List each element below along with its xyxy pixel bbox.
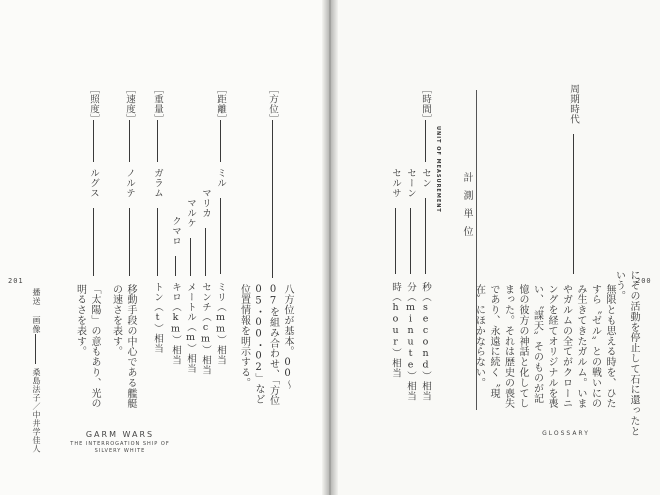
book-gutter — [322, 0, 338, 495]
leader-line — [129, 120, 130, 162]
unit-name: セルサ — [390, 168, 401, 198]
unit-name: セン — [420, 168, 431, 188]
unit-name: マルケ — [185, 198, 196, 228]
speed-definition: 移動手段の中心である艦艇の速さを表す。 — [110, 284, 136, 409]
term-illuminance: ［照度］ — [88, 84, 99, 124]
unit-equivalent: トン（t）相当 — [152, 282, 163, 354]
unit-name: ミル — [215, 168, 226, 188]
unit-equivalent: メートル（m）相当 — [185, 282, 196, 374]
unit-equivalent: キロ（km）相当 — [170, 282, 181, 365]
unit-equivalent: 秒（second）相当 — [420, 282, 431, 401]
term-time: ［時間］ — [420, 84, 431, 124]
unit-name: ノルテ — [124, 168, 135, 198]
page-number: 200 — [636, 277, 652, 285]
unit-name: ガラム — [152, 168, 163, 198]
book-title: GARM WARS — [85, 430, 155, 439]
leader-line — [425, 120, 426, 162]
leader-line — [190, 238, 191, 276]
term-speed: ［速度］ — [124, 84, 135, 124]
term-weight: ［重量］ — [152, 84, 163, 124]
illuminance-definition: 「太陽」の意もあり、光の明るさを表す。 — [74, 284, 100, 409]
section-title: 計測単位 — [461, 172, 472, 244]
leader-line — [157, 208, 158, 276]
term-distance: ［距離］ — [215, 84, 226, 124]
leader-line — [410, 208, 411, 274]
left-page — [0, 0, 329, 495]
section-title-en: UNIT OF MEASUREMENT — [435, 126, 441, 213]
period-definition: にその活動を停止して石に還ったという。 — [613, 270, 639, 437]
direction-definition: 八方位が基本。00〜07を組み合わせ、「方位05・00・02」など位置情報を明示する。 — [238, 284, 293, 406]
unit-name: ルグス — [88, 168, 99, 198]
leader-line — [395, 208, 396, 274]
page-footer: GLOSSARY — [542, 430, 590, 437]
unit-equivalent: 時（hour）相当 — [390, 282, 401, 378]
leader-line — [175, 256, 176, 276]
unit-equivalent: ミリ（mm）相当 — [215, 282, 226, 365]
credit-caption: 播送 画像 — [32, 288, 41, 334]
leader-line — [272, 120, 273, 278]
page-number: 201 — [8, 277, 24, 285]
leader-line — [205, 228, 206, 276]
book-subtitle: SILVERY WHITE — [94, 448, 146, 454]
term-direction: ［方位］ — [267, 84, 278, 124]
leader-line — [573, 134, 574, 274]
period-body: 無限とも思える時を、ひたすら〝ゼル〟との戦いにのみ生きてきたガルム。いまやガルムの全てがクローニングを経てオリジナルを喪い、〝謀天〟そのものが記憶の彼方の神話と化してしまった。それは歴史の喪失であり、永遠に続く〝現在〟にほかならない。 — [473, 284, 615, 409]
leader-line — [129, 208, 130, 276]
unit-equivalent: センチ（cm）相当 — [200, 282, 211, 375]
leader-line — [93, 208, 94, 276]
unit-name: マリカ — [200, 188, 211, 218]
unit-name: セーン — [405, 168, 416, 198]
unit-name: クマロ — [170, 216, 181, 246]
leader-line — [220, 198, 221, 274]
term-period: 周期時代 — [568, 84, 579, 124]
leader-line — [35, 334, 36, 364]
credit-names: 桑島法子／中井学佳人 — [32, 368, 41, 453]
right-page — [331, 0, 660, 495]
section-divider — [476, 90, 477, 410]
leader-line — [93, 120, 94, 162]
leader-line — [425, 198, 426, 274]
leader-line — [220, 120, 221, 162]
unit-equivalent: 分（minute）相当 — [405, 282, 416, 401]
leader-line — [157, 120, 158, 162]
book-subtitle: THE INTERROGATION SHIP OF — [70, 441, 170, 447]
